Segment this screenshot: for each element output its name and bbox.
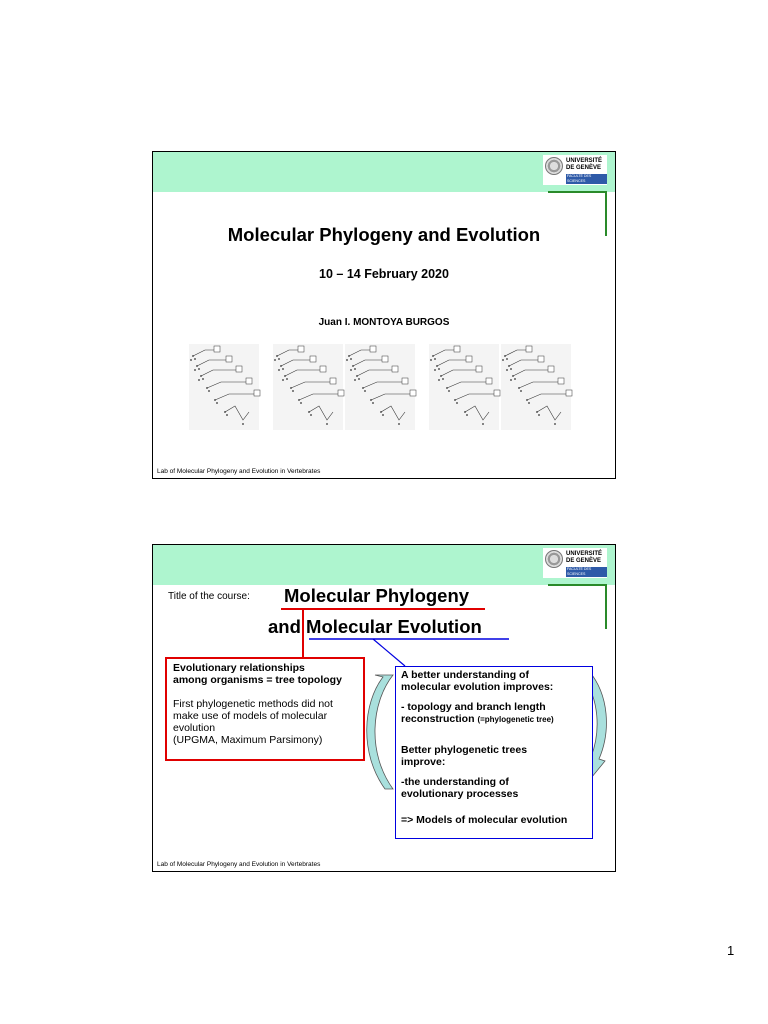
logo-line-3: FACULTÉ DES SCIENCES (566, 567, 607, 577)
tree-diagram (189, 344, 260, 430)
logo-line-2: DE GENÈVE (566, 165, 602, 171)
logo-line-1: UNIVERSITÉ (566, 158, 603, 164)
blue-box-p2-text: reconstruction (401, 713, 475, 725)
logo-line-2: DE GENÈVE (566, 558, 602, 564)
blue-box-p5: => Models of molecular evolution (401, 814, 568, 826)
blue-box-p2-2 (401, 713, 587, 726)
title-emphasis: Molecular Evolution (306, 616, 482, 637)
blue-box-p4-2: evolutionary processes (401, 788, 519, 800)
tree-diagram (273, 344, 344, 430)
red-box-body-2: make use of models of molecular (173, 710, 328, 722)
course-dates: 10 – 14 February 2020 (319, 267, 449, 281)
tree-diagram (429, 344, 500, 430)
blue-box-p2-note: (=phylogenetic tree) (477, 715, 554, 724)
author-name: Juan I. MONTOYA BURGOS (318, 317, 450, 328)
red-box-body-4: (UPGMA, Maximum Parsimony) (173, 734, 323, 746)
tree-diagram (501, 344, 572, 430)
course-label: Title of the course: (168, 591, 250, 602)
red-box-body-3: evolution (173, 722, 216, 734)
slide-1 (152, 151, 616, 479)
blue-box-p3-2: improve: (401, 756, 446, 768)
red-text-box (165, 657, 365, 761)
slide-2 (152, 544, 616, 872)
red-box-body-1: First phylogenetic methods did not (173, 698, 333, 710)
red-box-heading-1: Evolutionary relationships (173, 662, 305, 674)
cycle-arrow-left-icon (367, 675, 393, 789)
blue-text-box (395, 666, 593, 839)
logo-line-3: FACULTÉ DES SCIENCES (566, 174, 607, 184)
tree-diagrams (185, 342, 585, 434)
title-prefix: and (268, 616, 307, 637)
logo-line-1: UNIVERSITÉ (566, 551, 603, 557)
footer-text: Lab of Molecular Phylogeny and Evolution in Vertebrates (157, 468, 321, 475)
seal-icon (545, 157, 563, 175)
blue-box-p1-2: molecular evolution improves: (401, 681, 554, 693)
accent-rule (548, 191, 606, 193)
blue-connector (373, 639, 405, 666)
blue-box-p1-1: A better understanding of (401, 669, 529, 681)
footer-text: Lab of Molecular Phylogeny and Evolution in Vertebrates (157, 861, 321, 868)
blue-box-p4-1: -the understanding of (401, 776, 509, 788)
blue-box-p2-1: - topology and branch length (401, 701, 546, 713)
page-number: 1 (727, 943, 735, 958)
slide-title: Molecular Phylogeny and Evolution (227, 224, 541, 245)
red-box-heading-2: among organisms = tree topology (173, 674, 342, 686)
university-logo (543, 155, 607, 185)
slide-title-line-1: Molecular Phylogeny (284, 585, 470, 606)
blue-box-p3-1: Better phylogenetic trees (401, 744, 528, 756)
tree-diagram (345, 344, 416, 430)
